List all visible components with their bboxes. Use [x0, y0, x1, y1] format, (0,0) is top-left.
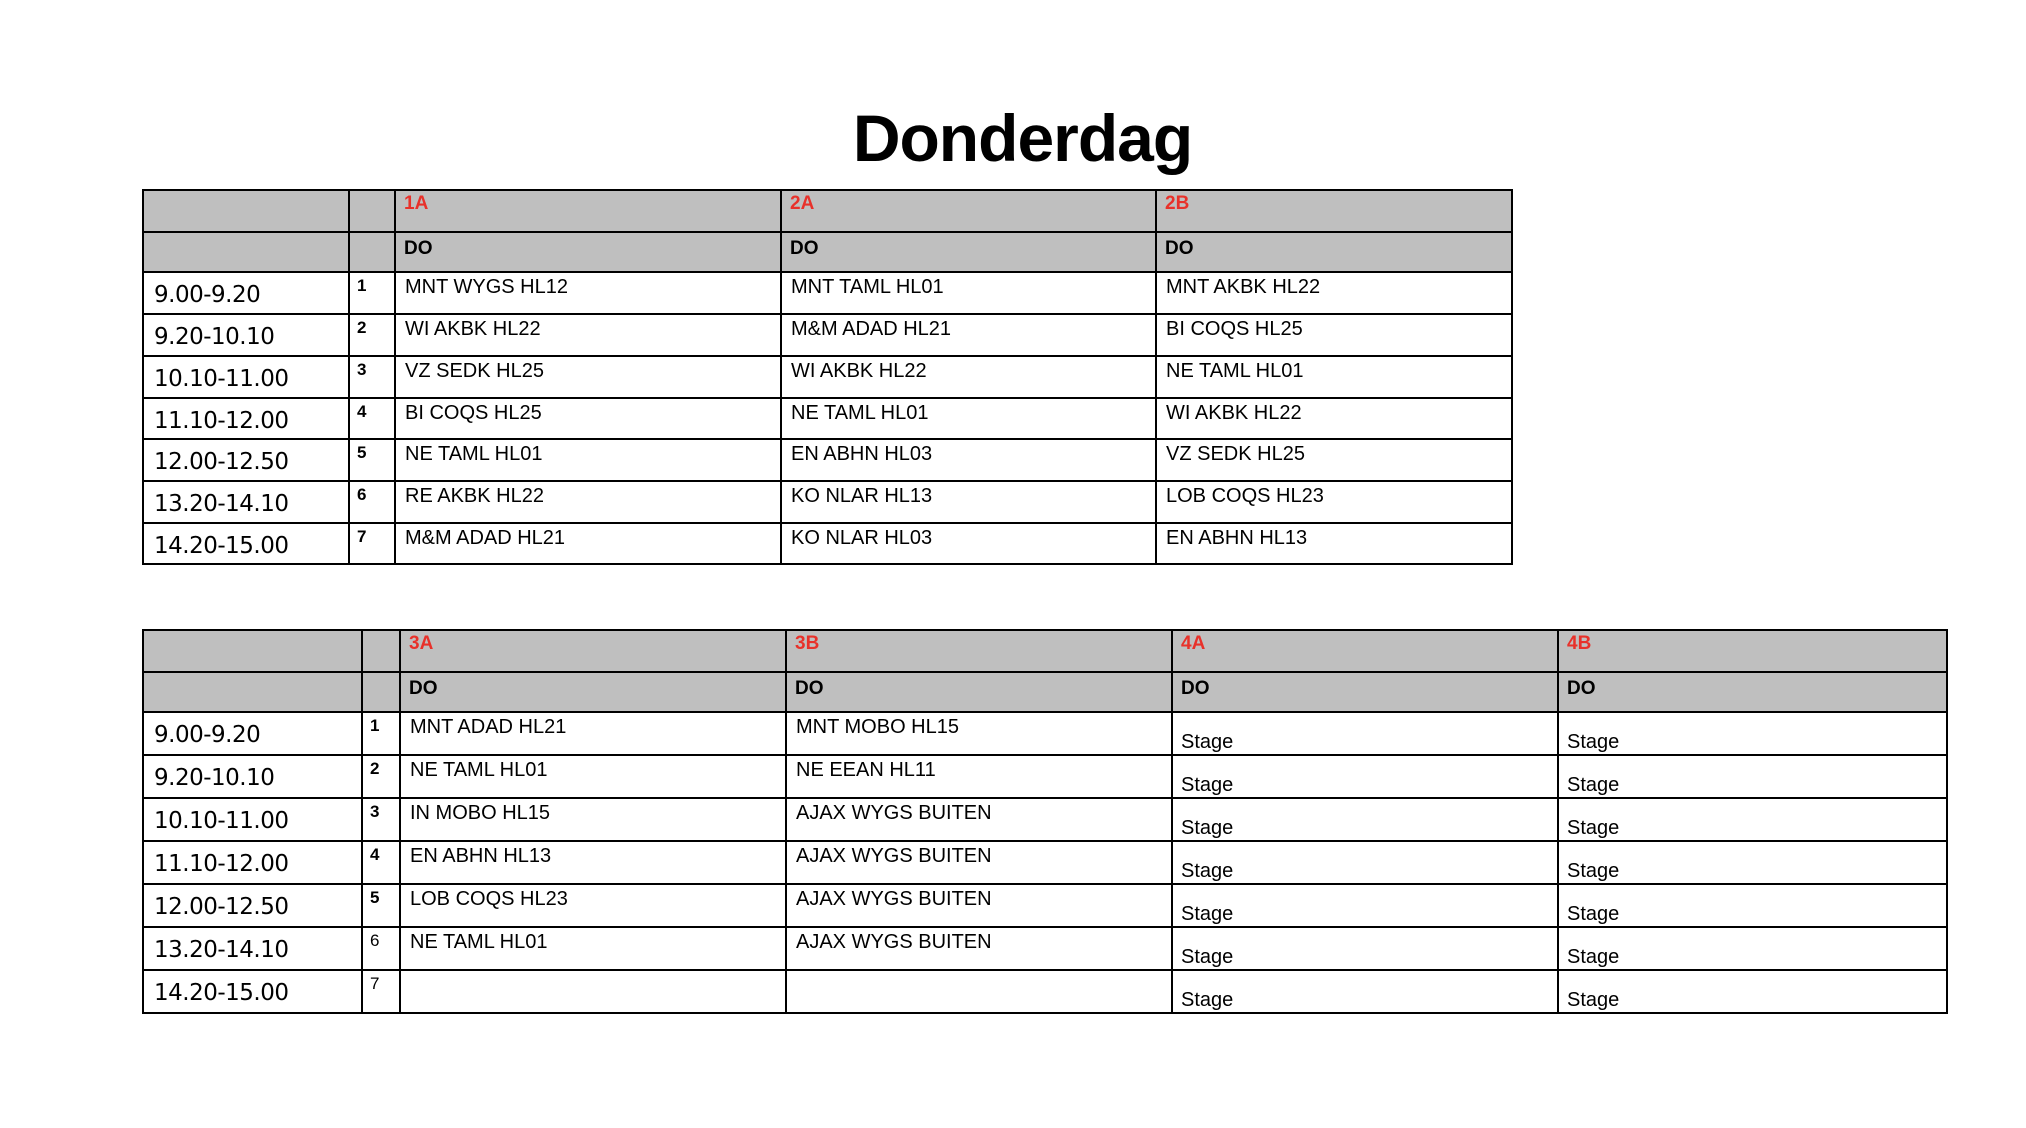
lesson-cell: M&M ADAD HL21 [781, 314, 1156, 356]
time-cell: 11.10-12.00 [143, 841, 362, 884]
time-cell: 9.00-9.20 [143, 272, 349, 314]
header-blank-time [143, 232, 349, 272]
period-number-cell: 1 [349, 272, 395, 314]
table-row [143, 798, 1947, 841]
schedule-table-1 [142, 189, 1513, 565]
period-number-cell: 2 [349, 314, 395, 356]
day-header: DO [1156, 232, 1512, 272]
header-blank-num [349, 232, 395, 272]
lesson-cell: MNT WYGS HL12 [395, 272, 781, 314]
period-number-cell: 3 [362, 798, 400, 841]
lesson-cell: MNT MOBO HL15 [786, 712, 1172, 755]
table-row [143, 970, 1947, 1013]
lesson-cell: KO NLAR HL03 [781, 523, 1156, 564]
lesson-cell: AJAX WYGS BUITEN [786, 798, 1172, 841]
lesson-cell: NE TAML HL01 [1156, 356, 1512, 398]
class-header: 3A [400, 630, 786, 672]
period-number-cell: 3 [349, 356, 395, 398]
lesson-cell: Stage [1558, 841, 1947, 884]
lesson-cell [400, 970, 786, 1013]
lesson-cell: RE AKBK HL22 [395, 481, 781, 523]
lesson-cell: Stage [1172, 841, 1558, 884]
table-row [143, 712, 1947, 755]
table-row [143, 398, 1512, 439]
lesson-cell: Stage [1172, 970, 1558, 1013]
lesson-cell: Stage [1558, 927, 1947, 970]
lesson-cell: Stage [1172, 712, 1558, 755]
lesson-cell: VZ SEDK HL25 [395, 356, 781, 398]
lesson-cell: EN ABHN HL13 [400, 841, 786, 884]
lesson-cell: AJAX WYGS BUITEN [786, 884, 1172, 927]
day-header: DO [781, 232, 1156, 272]
lesson-cell: VZ SEDK HL25 [1156, 439, 1512, 481]
lesson-cell: EN ABHN HL03 [781, 439, 1156, 481]
lesson-cell: Stage [1172, 927, 1558, 970]
schedule-body [143, 712, 1947, 1013]
table-row [143, 884, 1947, 927]
class-header: 1A [395, 190, 781, 232]
lesson-cell: IN MOBO HL15 [400, 798, 786, 841]
lesson-cell: WI AKBK HL22 [1156, 398, 1512, 439]
period-number-cell: 6 [362, 927, 400, 970]
class-header: 2A [781, 190, 1156, 232]
lesson-cell: Stage [1558, 884, 1947, 927]
period-number-cell: 1 [362, 712, 400, 755]
class-header: 3B [786, 630, 1172, 672]
table-row [143, 314, 1512, 356]
lesson-cell: Stage [1172, 798, 1558, 841]
day-header-row [143, 232, 1512, 272]
lesson-cell [786, 970, 1172, 1013]
class-header: 2B [1156, 190, 1512, 232]
table-row [143, 272, 1512, 314]
lesson-cell: WI AKBK HL22 [781, 356, 1156, 398]
time-cell: 9.00-9.20 [143, 712, 362, 755]
lesson-cell: M&M ADAD HL21 [395, 523, 781, 564]
table-row [143, 356, 1512, 398]
table-row [143, 439, 1512, 481]
lesson-cell: MNT AKBK HL22 [1156, 272, 1512, 314]
time-cell: 10.10-11.00 [143, 356, 349, 398]
class-header: 4A [1172, 630, 1558, 672]
lesson-cell: Stage [1558, 712, 1947, 755]
day-header: DO [786, 672, 1172, 712]
period-number-cell: 7 [349, 523, 395, 564]
schedule-table-2 [142, 629, 1948, 1014]
period-number-cell: 2 [362, 755, 400, 798]
class-header-row [143, 190, 1512, 232]
lesson-cell: MNT TAML HL01 [781, 272, 1156, 314]
schedule-body [143, 272, 1512, 564]
time-cell: 10.10-11.00 [143, 798, 362, 841]
time-cell: 14.20-15.00 [143, 970, 362, 1013]
lesson-cell: NE TAML HL01 [395, 439, 781, 481]
day-header: DO [1558, 672, 1947, 712]
lesson-cell: BI COQS HL25 [1156, 314, 1512, 356]
table-row [143, 481, 1512, 523]
table-row [143, 841, 1947, 884]
page-title: Donderdag [852, 101, 1193, 175]
table-row [143, 755, 1947, 798]
day-header: DO [400, 672, 786, 712]
time-cell: 12.00-12.50 [143, 439, 349, 481]
header-blank-num [362, 630, 400, 672]
header-blank-time [143, 630, 362, 672]
day-header: DO [1172, 672, 1558, 712]
lesson-cell: EN ABHN HL13 [1156, 523, 1512, 564]
header-blank-time [143, 672, 362, 712]
class-header-row [143, 630, 1947, 672]
time-cell: 13.20-14.10 [143, 481, 349, 523]
header-blank-num [362, 672, 400, 712]
header-blank-time [143, 190, 349, 232]
lesson-cell: NE TAML HL01 [400, 927, 786, 970]
lesson-cell: LOB COQS HL23 [1156, 481, 1512, 523]
period-number-cell: 5 [362, 884, 400, 927]
lesson-cell: BI COQS HL25 [395, 398, 781, 439]
day-header: DO [395, 232, 781, 272]
day-header-row [143, 672, 1947, 712]
table-row [143, 523, 1512, 564]
lesson-cell: WI AKBK HL22 [395, 314, 781, 356]
lesson-cell: Stage [1172, 884, 1558, 927]
period-number-cell: 6 [349, 481, 395, 523]
period-number-cell: 4 [349, 398, 395, 439]
time-cell: 9.20-10.10 [143, 755, 362, 798]
lesson-cell: AJAX WYGS BUITEN [786, 927, 1172, 970]
lesson-cell: NE EEAN HL11 [786, 755, 1172, 798]
table-row [143, 927, 1947, 970]
lesson-cell: AJAX WYGS BUITEN [786, 841, 1172, 884]
lesson-cell: NE TAML HL01 [400, 755, 786, 798]
class-header: 4B [1558, 630, 1947, 672]
lesson-cell: Stage [1558, 755, 1947, 798]
lesson-cell: Stage [1172, 755, 1558, 798]
time-cell: 12.00-12.50 [143, 884, 362, 927]
period-number-cell: 5 [349, 439, 395, 481]
lesson-cell: KO NLAR HL13 [781, 481, 1156, 523]
period-number-cell: 7 [362, 970, 400, 1013]
time-cell: 9.20-10.10 [143, 314, 349, 356]
time-cell: 11.10-12.00 [143, 398, 349, 439]
lesson-cell: LOB COQS HL23 [400, 884, 786, 927]
lesson-cell: MNT ADAD HL21 [400, 712, 786, 755]
lesson-cell: NE TAML HL01 [781, 398, 1156, 439]
period-number-cell: 4 [362, 841, 400, 884]
time-cell: 14.20-15.00 [143, 523, 349, 564]
lesson-cell: Stage [1558, 970, 1947, 1013]
lesson-cell: Stage [1558, 798, 1947, 841]
header-blank-num [349, 190, 395, 232]
time-cell: 13.20-14.10 [143, 927, 362, 970]
